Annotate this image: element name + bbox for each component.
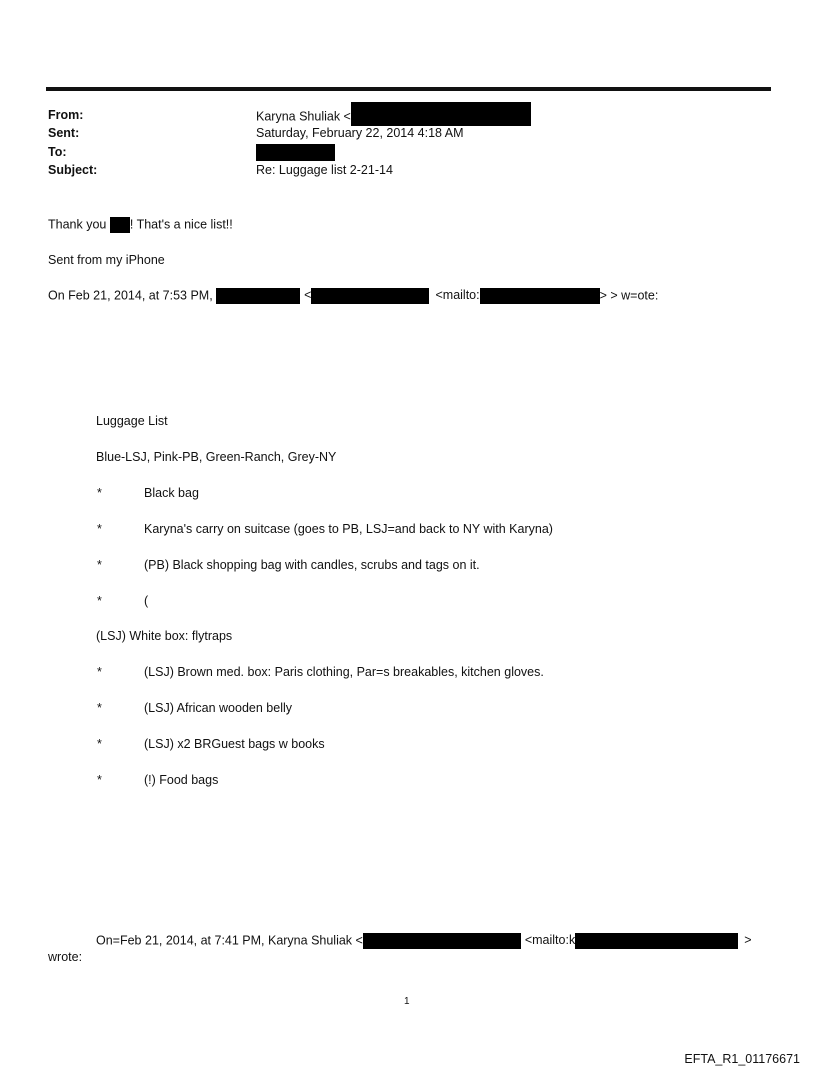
quoted-prefix: On Feb 21, 2014, at 7:53 PM, [48, 288, 217, 303]
header-rule [46, 87, 771, 91]
redaction-box [256, 144, 335, 161]
list-item: (LSJ) x2 BRGuest bags w books [144, 737, 325, 751]
from-name: Karyna Shuliak < [256, 109, 351, 124]
from-value [256, 108, 531, 126]
thanks-suffix: ! That's a nice list!! [129, 217, 233, 232]
prior-wrote: wrote: [48, 950, 83, 964]
thanks-prefix: Thank you [48, 217, 110, 232]
prior-suffix: > [744, 933, 752, 948]
quoted-mailto: <mailto: [435, 288, 480, 303]
bullet-marker: * [97, 522, 102, 536]
quoted-lt: < [304, 288, 312, 303]
bullet-marker: * [97, 594, 102, 608]
list-item: (LSJ) African wooden belly [144, 701, 292, 715]
list-item: (PB) Black shopping bag with candles, scrubs and tags on it. [144, 558, 480, 572]
redaction-box [575, 933, 738, 949]
redaction-box [311, 288, 429, 304]
sent-from-line: Sent from my iPhone [48, 253, 165, 267]
unbulleted-item: (LSJ) White box: flytraps [96, 629, 233, 643]
sent-label: Sent: [48, 126, 80, 140]
sent-value: Saturday, February 22, 2014 4:18 AM [256, 126, 464, 140]
list-item: Karyna's carry on suitcase (goes to PB, LSJ=and back to NY with Karyna) [144, 522, 553, 536]
prior-mailto: <mailto:k [524, 933, 576, 948]
bullet-marker: * [97, 486, 102, 500]
bullet-marker: * [97, 558, 102, 572]
bullet-marker: * [97, 665, 102, 679]
prior-header-line [96, 933, 752, 949]
to-value [256, 144, 335, 161]
list-item: (LSJ) Brown med. box: Paris clothing, Par=s breakables, kitchen gloves. [144, 665, 544, 679]
from-label: From: [48, 108, 84, 122]
bullet-marker: * [97, 701, 102, 715]
color-key: Blue-LSJ, Pink-PB, Green-Ranch, Grey-NY [96, 450, 337, 464]
bullet-marker: * [97, 737, 102, 751]
redaction-box [216, 288, 300, 304]
subject-value: Re: Luggage list 2-21-14 [256, 163, 393, 177]
redaction-box [363, 933, 521, 949]
to-label: To: [48, 145, 67, 159]
quoted-suffix: > > w=ote: [599, 288, 659, 303]
redaction-box [110, 217, 130, 233]
list-item: ( [144, 594, 149, 608]
list-title: Luggage List [96, 414, 168, 428]
redaction-box [480, 288, 600, 304]
page-number: 1 [404, 996, 410, 1007]
bullet-marker: * [97, 773, 102, 787]
list-item: Black bag [144, 486, 199, 500]
document-id: EFTA_R1_01176671 [684, 1052, 800, 1066]
thanks-line [48, 217, 233, 233]
subject-label: Subject: [48, 163, 98, 177]
quoted-header-line [48, 288, 658, 304]
redaction-box [351, 102, 531, 126]
prior-prefix: On=Feb 21, 2014, at 7:41 PM, Karyna Shuliak < [96, 933, 363, 948]
list-item: (!) Food bags [144, 773, 219, 787]
